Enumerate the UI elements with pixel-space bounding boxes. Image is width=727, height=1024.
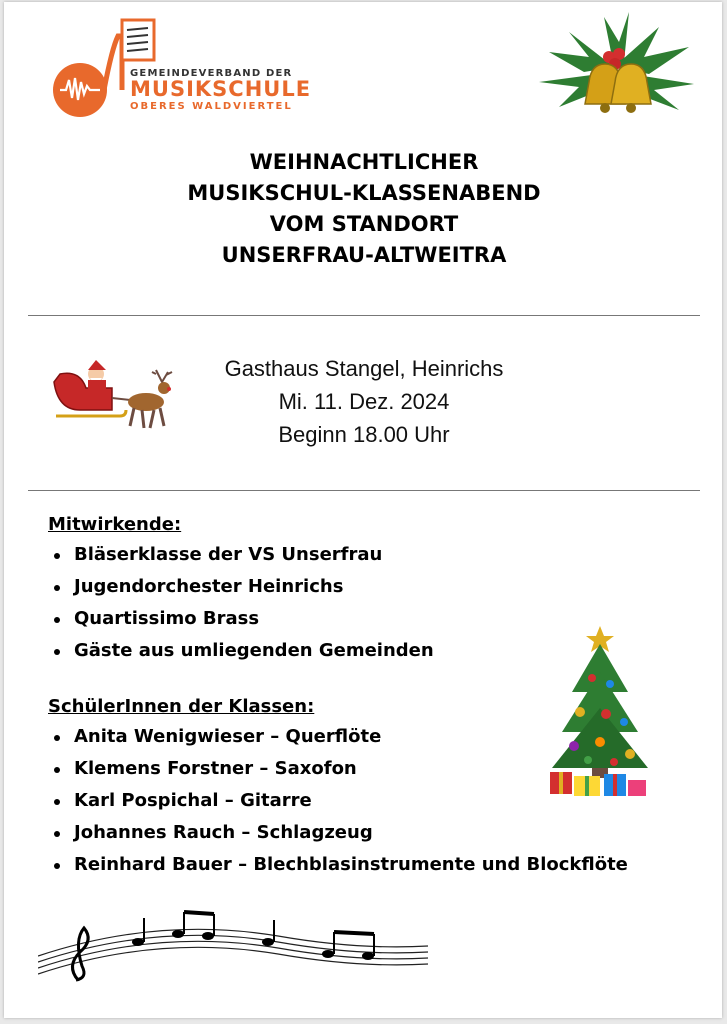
musikschule-logo (52, 18, 322, 118)
logo-line-3: OBERES WALDVIERTEL (130, 101, 293, 112)
list-item: Bläserklasse der VS Unserfrau (48, 539, 434, 571)
list-item: Jugendorchester Heinrichs (48, 571, 434, 603)
logo-line-1: GEMEINDEVERBAND DER (130, 68, 293, 79)
list-item: Karl Pospichal – Gitarre (48, 785, 628, 817)
event-details (164, 352, 564, 451)
event-time: Beginn 18.00 Uhr (278, 422, 450, 447)
schueler-section (48, 696, 628, 881)
list-item: Johannes Rauch – Schlagzeug (48, 817, 628, 849)
schueler-list (48, 721, 628, 881)
list-item: Klemens Forstner – Saxofon (48, 753, 628, 785)
title-line-4: UNSERFRAU-ALTWEITRA (221, 243, 507, 267)
logo-line-2: MUSIKSCHULE (130, 77, 312, 101)
page-title (64, 147, 664, 271)
list-item: Reinhard Bauer – Blechblasinstrumente und Blockflöte (48, 849, 628, 881)
christmas-bells-icon (529, 12, 699, 127)
divider-top (28, 315, 700, 316)
mitwirkende-section (48, 514, 434, 667)
flyer-page (4, 2, 722, 1018)
santa-sleigh-icon (50, 360, 176, 438)
christmas-tree-icon (544, 622, 656, 802)
event-date: Mi. 11. Dez. 2024 (278, 389, 450, 414)
mitwirkende-list (48, 539, 434, 667)
event-venue: Gasthaus Stangel, Heinrichs (224, 356, 504, 381)
schueler-heading: SchülerInnen der Klassen: (48, 696, 315, 717)
title-line-1: WEIHNACHTLICHER (249, 150, 479, 174)
title-line-3: VOM STANDORT (269, 212, 459, 236)
divider-bottom (28, 490, 700, 491)
list-item: Quartissimo Brass (48, 603, 434, 635)
title-line-2: MUSIKSCHUL-KLASSENABEND (187, 181, 541, 205)
list-item: Anita Wenigwieser – Querflöte (48, 721, 628, 753)
music-notes-icon (38, 906, 428, 984)
list-item: Gäste aus umliegenden Gemeinden (48, 635, 434, 667)
mitwirkende-heading: Mitwirkende: (48, 514, 182, 535)
logo-text (130, 68, 311, 112)
